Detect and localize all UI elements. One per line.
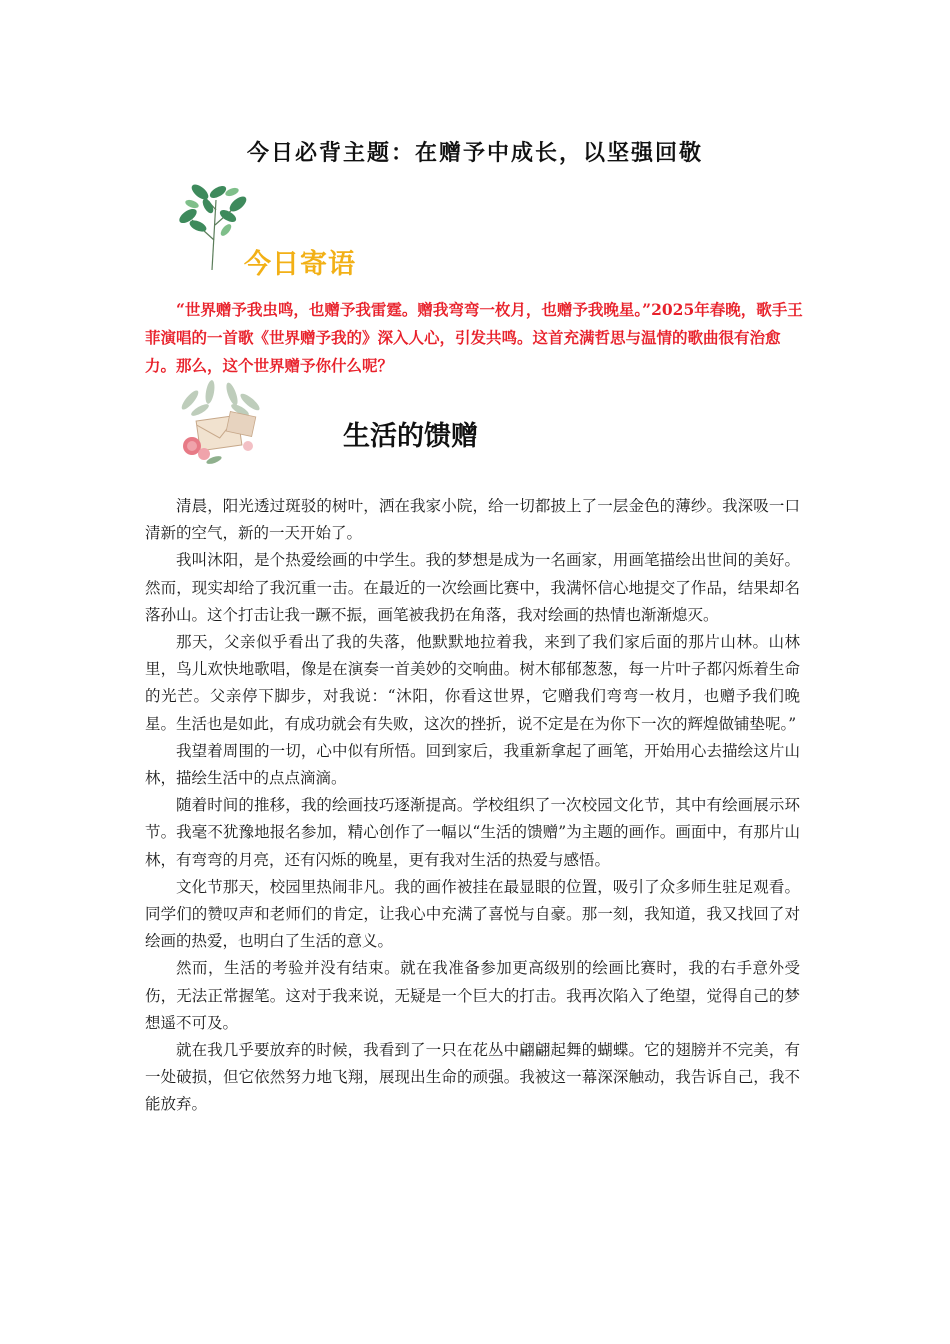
floral-letter-icon: [170, 380, 270, 470]
essay-title: 生活的馈赠: [343, 421, 478, 452]
essay-paragraph: 就在我几乎要放弃的时候，我看到了一只在花丛中翩翩起舞的蝴蝶。它的翅膀并不完美，有一处破损，但它依然努力地飞翔，展现出生命的顽强。我被这一幕深深触动，我告诉自己，我不能放弃。: [145, 1041, 800, 1114]
essay-paragraph: 文化节那天，校园里热闹非凡。我的画作被挂在最显眼的位置，吸引了众多师生驻足观看。同学们的赞叹声和老师们的肯定，让我心中充满了喜悦与自豪。那一刻，我知道，我又找回了对绘画的热爱，也明白了生活的意义。: [145, 877, 800, 951]
essay-body: [145, 493, 800, 1119]
essay-paragraph: 清晨，阳光透过斑驳的树叶，洒在我家小院，给一切都披上了一层金色的薄纱。我深吸一口清新的空气，新的一天开始了。: [145, 497, 800, 543]
jiyu-heading: 今日寄语: [244, 249, 356, 280]
essay-paragraph: 我叫沐阳，是个热爱绘画的中学生。我的梦想是成为一名画家，用画笔描绘出世间的美好。然而，现实却给了我沉重一击。在最近的一次绘画比赛中，我满怀信心地提交了作品，结果却名落孙山。这个打击让我一蹶不振，画笔被我扔在角落，我对绘画的热情也渐渐熄灭。: [145, 551, 800, 624]
page-title: 今日必背主题：在赠予中成长，以坚强回敬: [246, 140, 703, 166]
leaf-branch-icon: [172, 180, 252, 272]
essay-paragraph: 随着时间的推移，我的绘画技巧逐渐提高。学校组织了一次校园文化节，其中有绘画展示环节。我毫不犹豫地报名参加，精心创作了一幅以“生活的馈赠”为主题的画作。画面中，有那片山林，有弯弯的月亮，还有闪烁的晚星，更有我对生活的热爱与感悟。: [145, 796, 800, 869]
essay-paragraph: 我望着周围的一切，心中似有所悟。回到家后，我重新拿起了画笔，开始用心去描绘这片山林，描绘生活中的点点滴滴。: [145, 741, 800, 788]
intro-paragraph: “世界赠予我虫鸣，也赠予我雷霆。赠我弯弯一枚月，也赠予我晚星。”2025年春晚，歌手王菲演唱的一首歌《世界赠予我的》深入人心，引发共鸣。这首充满哲思与温情的歌曲很有治愈力。那么，这个世界赠予你什么呢？: [145, 300, 803, 375]
essay-paragraph: 然而，生活的考验并没有结束。就在我准备参加更高级别的绘画比赛时，我的右手意外受伤，无法正常握笔。这对于我来说，无疑是一个巨大的打击。我再次陷入了绝望，觉得自己的梦想遥不可及。: [145, 959, 800, 1032]
essay-paragraph: 那天，父亲似乎看出了我的失落，他默默地拉着我，来到了我们家后面的那片山林。山林里，鸟儿欢快地歌唱，像是在演奏一首美妙的交响曲。树木郁郁葱葱，每一片叶子都闪烁着生命的光芒。父亲停下脚步，对我说：“沐阳，你看这世界，它赠我们弯弯一枚月，也赠予我们晚星。生活也是如此，有成功就会有失败，这次的挫折，说不定是在为你下一次的辉煌做铺垫呢。”: [145, 633, 800, 733]
